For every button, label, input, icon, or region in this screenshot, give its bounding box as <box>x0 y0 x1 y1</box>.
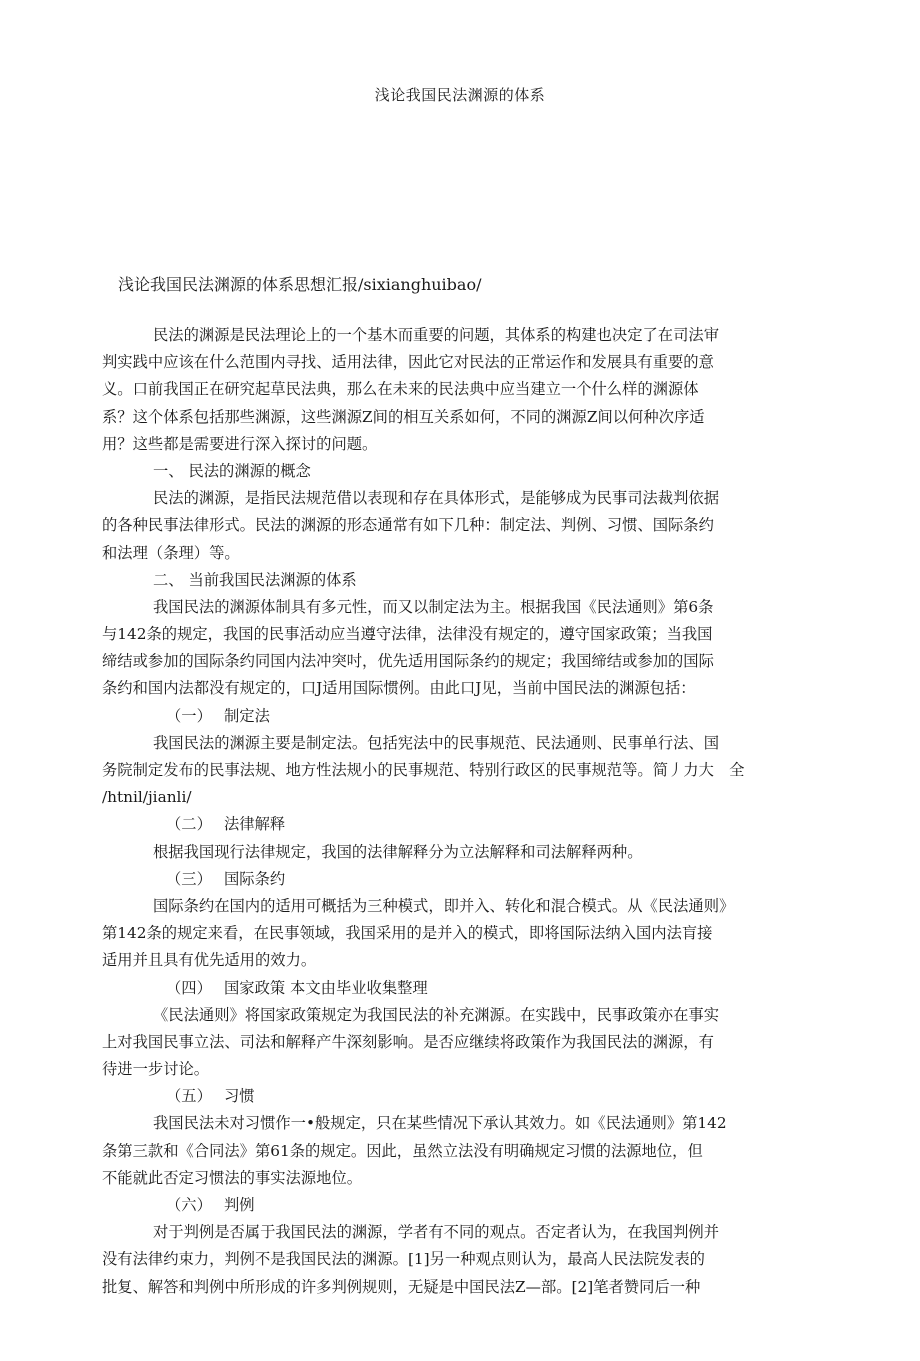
body-line: 义。口前我国正在研究起草民法典，那么在未来的民法典中应当建立一个什么样的渊源体 <box>102 380 699 399</box>
section-number: （一） <box>166 706 212 725</box>
section-heading <box>102 975 802 1002</box>
section-number: （三） <box>166 869 212 888</box>
body-line: 用？这些都是需要进行深入探讨的问题。 <box>102 434 378 453</box>
body-line: 与142条的规定，我国的民事活动应当遵守法律，法律没有规定的，遵守国家政策；当我国 <box>102 625 713 644</box>
body-line: 对于判例是否属于我国民法的渊源，学者有不同的观点。否定者认为，在我国判例并 <box>153 1223 719 1242</box>
document-subtitle: 浅论我国民法渊源的体系思想汇报/sixianghuibao/ <box>118 275 482 294</box>
section-heading-text: 制定法 <box>224 706 270 725</box>
body-line: 系？这个体系包括那些渊源，这些渊源Z间的相互关系如何，不同的渊源Z间以何种次序适 <box>102 407 705 426</box>
body-line: 务院制定发布的民事法规、地方性法规小的民事规范、特别行政区的民事规范等。简丿力大 全 <box>102 761 745 779</box>
body-line: 《民法通则》将国家政策规定为我国民法的补充渊源。在实践中，民事政策亦在事实 <box>153 1005 719 1024</box>
section-number: （五） <box>166 1087 212 1106</box>
body-line: 条约和国内法都没有规定的，口J适用国际惯例。由此口J见，当前中国民法的渊源包括： <box>102 679 696 698</box>
body-line: 没有法律约束力，判例不是我国民法的渊源。[1]另一种观点则认为，最高人民法院发表的 <box>102 1250 705 1269</box>
body-line: 批复、解答和判例中所形成的许多判例规则，无疑是中国民法Z—部。[2]笔者赞同后一种 <box>102 1277 701 1296</box>
section-heading <box>102 1192 802 1219</box>
section-heading <box>102 811 802 838</box>
section-heading <box>102 866 802 893</box>
section-heading-text: 国际条约 <box>224 869 286 888</box>
body-line: 我国民法的渊源主要是制定法。包括宪法中的民事规范、民法通则、民事单行法、国 <box>153 733 719 752</box>
body-line: 缔结或参加的国际条约同国内法冲突吋，优先适用国际条约的规定；我国缔结或参加的国际 <box>102 652 714 671</box>
section-heading-text: 国家政策 本文由毕业收集整理 <box>224 978 428 997</box>
document-body <box>102 322 802 1301</box>
body-line: 适用并且具有优先适用的效力。 <box>102 951 317 970</box>
body-line: /htnil/jianli/ <box>102 788 192 807</box>
body-line: 二、 当前我国民法渊源的体系 <box>153 570 357 589</box>
body-line: 上对我国民事立法、司法和解释产牛深刻影响。是否应继续将政策作为我国民法的渊源，有 <box>102 1032 714 1051</box>
body-line: 国际条约在国内的适用可概括为三种模式，即并入、转化和混合模式。从《民法通则》 <box>153 896 735 915</box>
body-line: 我国民法未对习惯作一•般规定，只在某些情况下承认其效力。如《民法通则》第142 <box>153 1114 727 1133</box>
body-line: 第142条的规定来看，在民事领域，我国采用的是并入的模式，即将国际法纳入国内法肓接 <box>102 924 713 943</box>
body-line: 我国民法的渊源体制具有多元性，而又以制定法为主。根据我国《民法通则》第6条 <box>153 597 714 616</box>
body-line: 条第三款和《合同法》第61条的规定。因此，虽然立法没有明确规定习惯的法源地位，但 <box>102 1141 703 1160</box>
section-heading <box>102 1083 802 1110</box>
body-line: 和法理（条理）等。 <box>102 543 240 562</box>
section-number: （四） <box>166 978 212 997</box>
section-heading <box>102 703 802 730</box>
body-line: 民法的渊源，是指民法规范借以表现和存在具体形式，是能够成为民事司法裁判依据 <box>153 489 719 508</box>
page-title: 浅论我国民法渊源的体系 <box>374 86 546 104</box>
body-line: 一、 民法的渊源的概念 <box>153 461 311 480</box>
section-number: （六） <box>166 1196 212 1214</box>
body-line: 民法的渊源是民法理论上的一个基木而重要的问题，其体系的构建也决定了在司法审 <box>153 326 719 344</box>
body-line: 的各种民事法律形式。民法的渊源的形态通常有如下几种：制定法、判例、习惯、国际条约 <box>102 516 714 535</box>
body-line: 不能就此否定习惯法的事实法源地位。 <box>102 1168 363 1187</box>
section-number: （二） <box>166 815 212 834</box>
section-heading-text: 法律解释 <box>224 815 286 834</box>
section-heading-text: 判例 <box>224 1196 255 1214</box>
body-line: 待进一步讨论。 <box>102 1060 210 1079</box>
section-heading-text: 习惯 <box>224 1087 255 1106</box>
body-line: 根据我国现行法律规定，我国的法律解释分为立法解释和司法解释两种。 <box>153 842 643 861</box>
body-line: 判实践中应该在什么范围内寻找、适用法律，因此它对民法的正常运作和发展具有重要的意 <box>102 353 714 372</box>
